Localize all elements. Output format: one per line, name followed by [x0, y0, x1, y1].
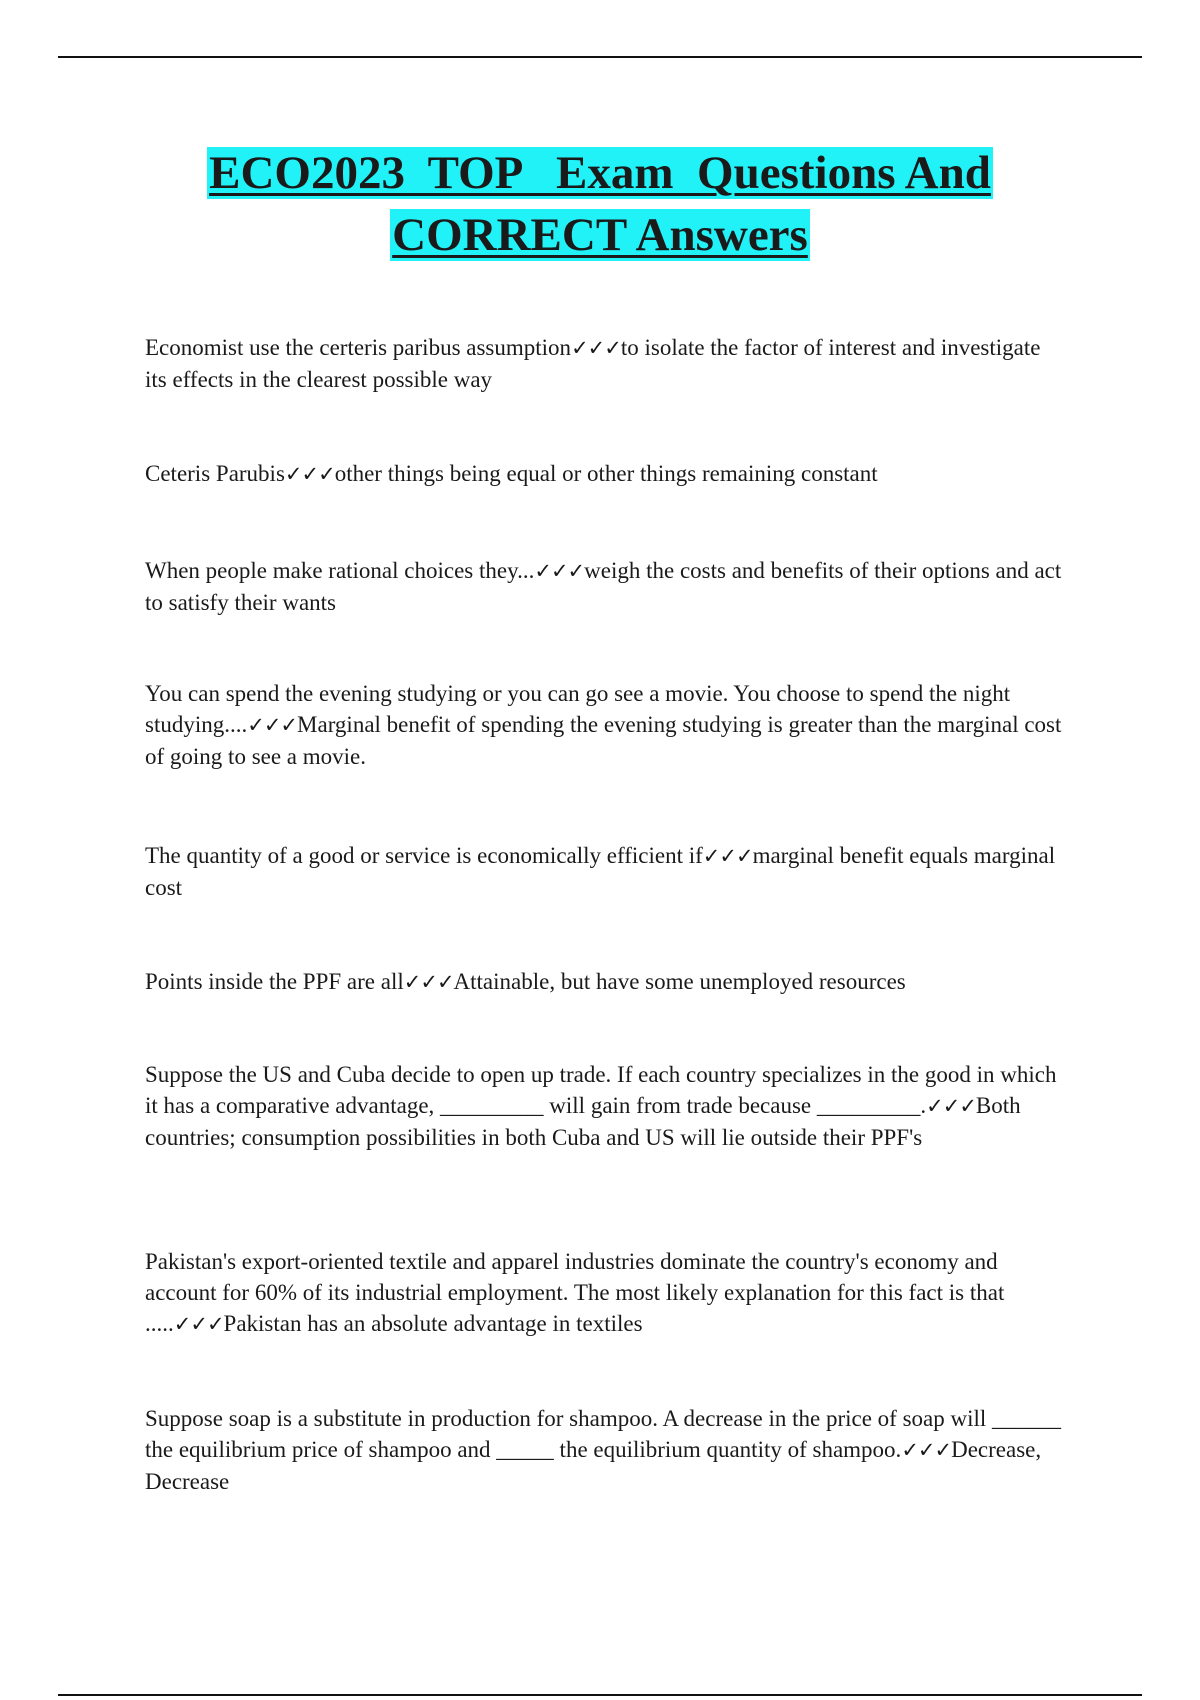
- question-text: You can spend the evening studying or you can go see a movie. You choose to spend the night studying....: [145, 681, 1016, 737]
- check-marks-icon: ✓✓✓: [901, 1438, 952, 1462]
- header-rule: [58, 56, 1142, 58]
- question-text: Suppose the US and Cuba decide to open up trade. If each country specializes in the good in which it has a comparative advantage, _________ will gain from trade because _________.: [145, 1062, 1063, 1118]
- question-text: Ceteris Parubis: [145, 461, 285, 486]
- title-line-1: ECO2023 TOP Exam Questions And: [209, 147, 991, 199]
- qa-item-3: [145, 555, 1068, 618]
- footer-rule: [58, 1694, 1142, 1696]
- qa-item-9: [145, 1403, 1065, 1497]
- qa-item-1: [145, 332, 1065, 395]
- check-marks-icon: ✓✓✓: [173, 1312, 224, 1336]
- answer-text: other things being equal or other things remaining constant: [334, 461, 878, 486]
- answer-text: Marginal benefit of spending the evening studying is greater than the marginal cost of going to see a movie.: [145, 712, 1068, 769]
- answer-text: weigh the costs and benefits of their options and act to satisfy their wants: [145, 558, 1068, 615]
- qa-item-5: [145, 840, 1065, 903]
- answer-text: Decrease, Decrease: [145, 1437, 1047, 1494]
- check-marks-icon: ✓✓✓: [534, 559, 585, 583]
- question-text: Pakistan's export-oriented textile and apparel industries dominate the country's economy and account for 60% of its industrial employment. The most likely explanation for this fact is that .....: [145, 1249, 1011, 1336]
- qa-item-4: [145, 678, 1068, 772]
- check-marks-icon: ✓✓✓: [571, 336, 621, 360]
- question-text: Points inside the PPF are all: [145, 969, 404, 994]
- qa-item-2: [145, 458, 1065, 490]
- question-text: The quantity of a good or service is economically efficient if: [145, 843, 703, 868]
- question-text: Economist use the certeris paribus assumption: [145, 335, 572, 360]
- answer-text: Pakistan has an absolute advantage in textiles: [223, 1311, 643, 1336]
- answer-text: to isolate the factor of interest and investigate its effects in the clearest possible way: [145, 335, 1047, 392]
- check-marks-icon: ✓✓✓: [403, 970, 454, 994]
- title-line-2: CORRECT Answers: [392, 209, 808, 261]
- check-marks-icon: ✓✓✓: [926, 1094, 976, 1118]
- question-text: Suppose soap is a substitute in production for shampoo. A decrease in the price of soap will ______ the equilibrium price of shampoo and _____ the equilibrium quantity of shampoo.: [145, 1406, 1067, 1462]
- answer-text: Attainable, but have some unemployed resources: [453, 969, 906, 994]
- check-marks-icon: ✓✓✓: [247, 713, 298, 737]
- qa-item-7: [145, 1059, 1065, 1153]
- document-title: [100, 142, 1100, 266]
- check-marks-icon: ✓✓✓: [702, 844, 753, 868]
- question-text: When people make rational choices they...: [145, 558, 535, 583]
- check-marks-icon: ✓✓✓: [284, 462, 335, 486]
- qa-item-8: [145, 1246, 1065, 1340]
- qa-item-6: [145, 966, 1065, 998]
- answer-text: Both countries; consumption possibilities in both Cuba and US will lie outside their PPF's: [145, 1093, 1027, 1150]
- answer-text: marginal benefit equals marginal cost: [145, 843, 1061, 900]
